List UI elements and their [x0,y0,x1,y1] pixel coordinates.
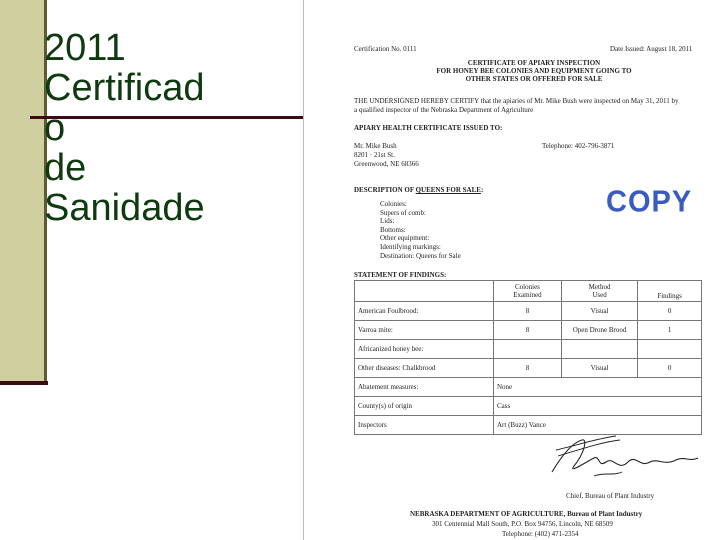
recipient-street: 8201 · 21st St. [354,151,395,159]
certification-number: Certification No. 0111 [354,45,417,53]
description-heading-subject: QUEENS FOR SALE [415,186,481,194]
findings-value-cell: Visual [561,302,637,321]
findings-value-cell: 8 [494,321,562,340]
footer-line: 301 Centennial Mall South, P.O. Box 94756, Lincoln, NE 68509 [432,520,613,528]
description-item: Other equipment: [380,234,430,243]
findings-header-cell: Colonies Examined [494,281,562,302]
date-issued: Date Issued: August 18, 2011 [610,45,693,53]
findings-header-cell: Findings [638,281,702,302]
description-item: Bottoms: [380,225,406,234]
description-item: Colonies: [380,200,407,208]
findings-header-row [355,281,702,302]
slide-title-line: de [44,147,87,189]
recipient-name: Mr. Mike Bush [354,142,397,150]
slide-title-line: Certificad [44,67,205,109]
footer-line: NEBRASKA DEPARTMENT OF AGRICULTURE, Bureau of Plant Industry [410,510,643,518]
findings-table [354,280,702,435]
slide-title-line: 2011 [44,27,126,69]
findings-value-cell [561,340,637,359]
description-heading-suffix: : [480,186,484,194]
certificate-title-line: FOR HONEY BEE COLONIES AND EQUIPMENT GOING TO [436,67,632,75]
description-item: Identifying markings: [380,242,441,251]
findings-label-cell: American Foulbrood: [355,302,494,321]
findings-row [355,321,702,340]
findings-value-cell: None [494,378,702,397]
findings-value-cell [494,340,562,359]
slide-title-line: Sanidade [44,187,205,229]
description-item: Supers of comb: [380,208,426,217]
footer-line: Telephone: (402) 471-2354 [502,530,579,538]
findings-value-cell: 1 [638,321,702,340]
findings-row [355,340,702,359]
certificate-title-line: CERTIFICATE OF APIARY INSPECTION [467,59,601,67]
health-certificate-heading: APIARY HEALTH CERTIFICATE ISSUED TO: [354,124,503,132]
copy-stamp: COPY [606,185,693,219]
description-list [380,200,461,260]
findings-label-cell: Other diseases: Chalkbrood [355,359,494,378]
findings-label-cell: Inspectors [355,416,494,435]
findings-header-cell: Method Used [561,281,637,302]
findings-row [355,302,702,321]
findings-label-cell: Varroa mite: [355,321,494,340]
findings-value-cell: 8 [494,359,562,378]
findings-row [355,378,702,397]
description-heading [354,186,483,194]
certification-statement-line: THE UNDERSIGNED HEREBY CERTIFY that the apiaries of Mr. Mike Bush were inspected on May 31, 2011 by [354,97,679,105]
findings-value-cell: Cass [494,397,702,416]
description-item: Destination: Queens for Sale [380,251,461,260]
findings-value-cell: 0 [638,359,702,378]
findings-header-cell [355,281,494,302]
slide-title-line: o [44,107,66,149]
bottom-accent-rule [0,381,48,385]
findings-value-cell: Open Drone Brood [561,321,637,340]
slide-title [44,28,294,228]
findings-value-cell: Visual [561,359,637,378]
findings-row [355,397,702,416]
description-item: Lids: [380,217,395,226]
findings-label-cell: Abatement measures: [355,378,494,397]
certificate-title-line: OTHER STATES OR OFFERED FOR SALE [465,75,603,83]
signature-caption: Chief, Bureau of Plant Industry [566,492,655,500]
findings-value-cell: 0 [638,302,702,321]
certificate-title [424,59,644,83]
recipient-city: Greenwood, NE 68366 [354,160,419,168]
description-heading-prefix: DESCRIPTION OF [354,186,416,194]
findings-heading: STATEMENT OF FINDINGS: [354,271,447,279]
findings-label-cell: Africanized honey bee: [355,340,494,359]
findings-row [355,359,702,378]
recipient-telephone: Telephone: 402-796-3871 [542,142,615,150]
findings-value-cell: Art (Buzz) Vance [494,416,702,435]
certification-statement-line: a qualified inspector of the Nebraska Department of Agriculture [354,106,534,114]
certificate-document [303,0,720,540]
findings-value-cell: 8 [494,302,562,321]
findings-label-cell: County(s) of origin [355,397,494,416]
findings-value-cell [638,340,702,359]
left-accent-bar [0,0,45,385]
handwritten-signature [544,432,704,492]
